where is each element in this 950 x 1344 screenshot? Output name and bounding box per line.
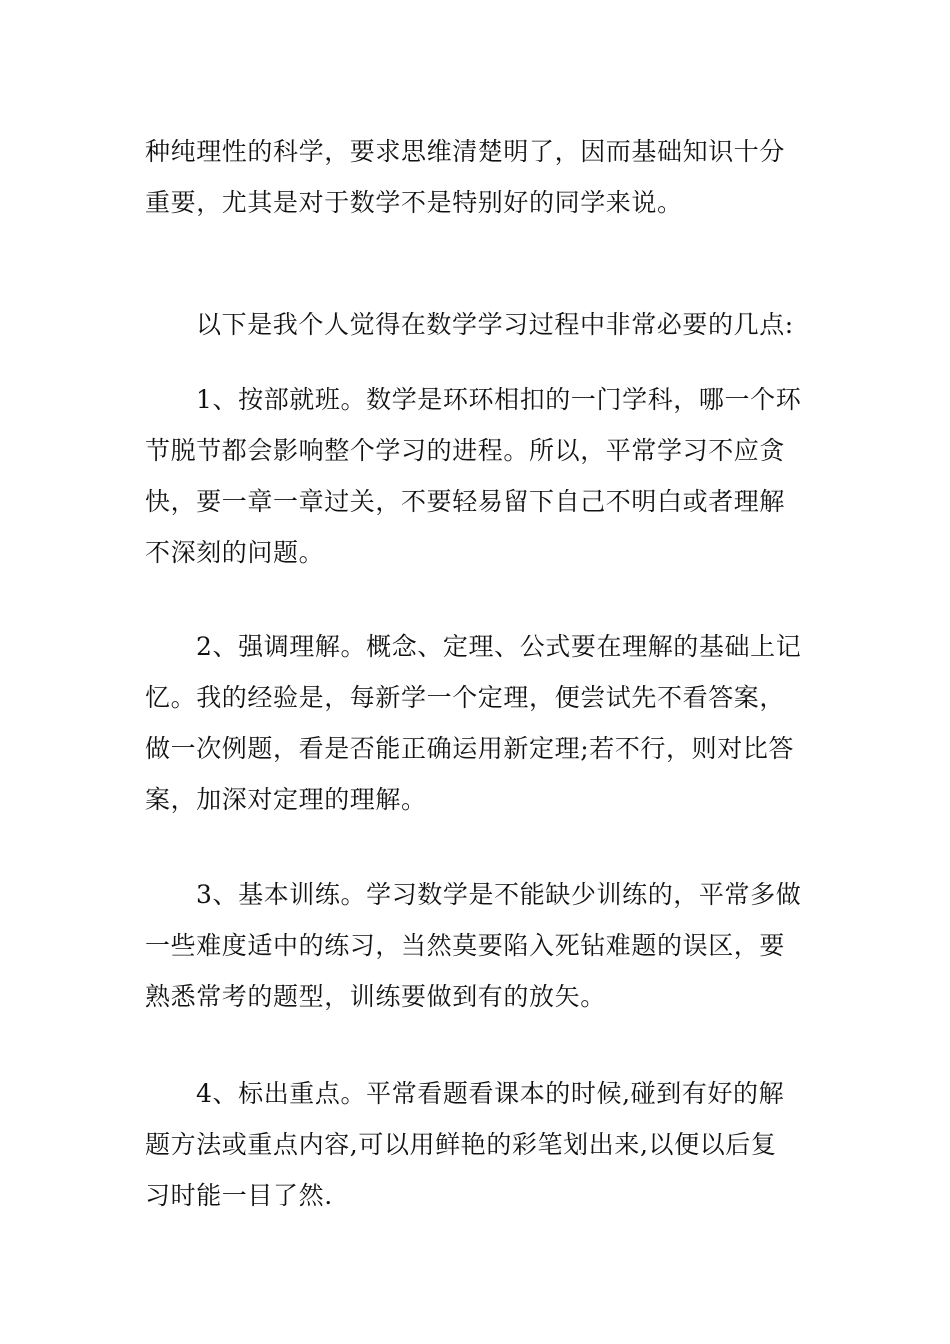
text-line: 不深刻的问题。 <box>145 538 325 567</box>
text-line: 以下是我个人觉得在数学学习过程中非常必要的几点: <box>196 310 794 339</box>
text-line: 4、标出重点。平常看题看课本的时候,碰到有好的解 <box>196 1079 785 1108</box>
text-line: 快，要一章一章过关，不要轻易留下自己不明白或者理解 <box>145 487 786 516</box>
text-line: 忆。我的经验是，每新学一个定理，便尝试先不看答案， <box>145 683 786 712</box>
text-line: 熟悉常考的题型，训练要做到有的放矢。 <box>145 982 606 1011</box>
text-line: 节脱节都会影响整个学习的进程。所以，平常学习不应贪 <box>145 436 786 465</box>
text-line: 种纯理性的科学，要求思维清楚明了，因而基础知识十分 <box>145 137 786 166</box>
paragraph-point-2 <box>145 621 809 825</box>
text-line: 重要，尤其是对于数学不是特别好的同学来说。 <box>145 188 683 217</box>
text-line: 习时能一目了然. <box>145 1181 333 1210</box>
text-line: 2、强调理解。概念、定理、公式要在理解的基础上记 <box>196 632 802 661</box>
text-line: 一些难度适中的练习，当然莫要陷入死钻难题的误区，要 <box>145 931 786 960</box>
paragraph-point-1 <box>145 374 809 578</box>
text-line: 题方法或重点内容,可以用鲜艳的彩笔划出来,以便以后复 <box>145 1130 777 1159</box>
text-line: 3、基本训练。学习数学是不能缺少训练的，平常多做 <box>196 880 802 909</box>
paragraph-point-3 <box>145 869 809 1022</box>
paragraph-point-4 <box>145 1068 809 1221</box>
text-line: 做一次例题，看是否能正确运用新定理;若不行，则对比答 <box>145 734 795 763</box>
paragraph-intro-continuation <box>145 126 809 228</box>
paragraph-lead-in <box>145 299 809 350</box>
text-line: 1、按部就班。数学是环环相扣的一门学科，哪一个环 <box>196 385 802 414</box>
text-line: 案，加深对定理的理解。 <box>145 785 427 814</box>
